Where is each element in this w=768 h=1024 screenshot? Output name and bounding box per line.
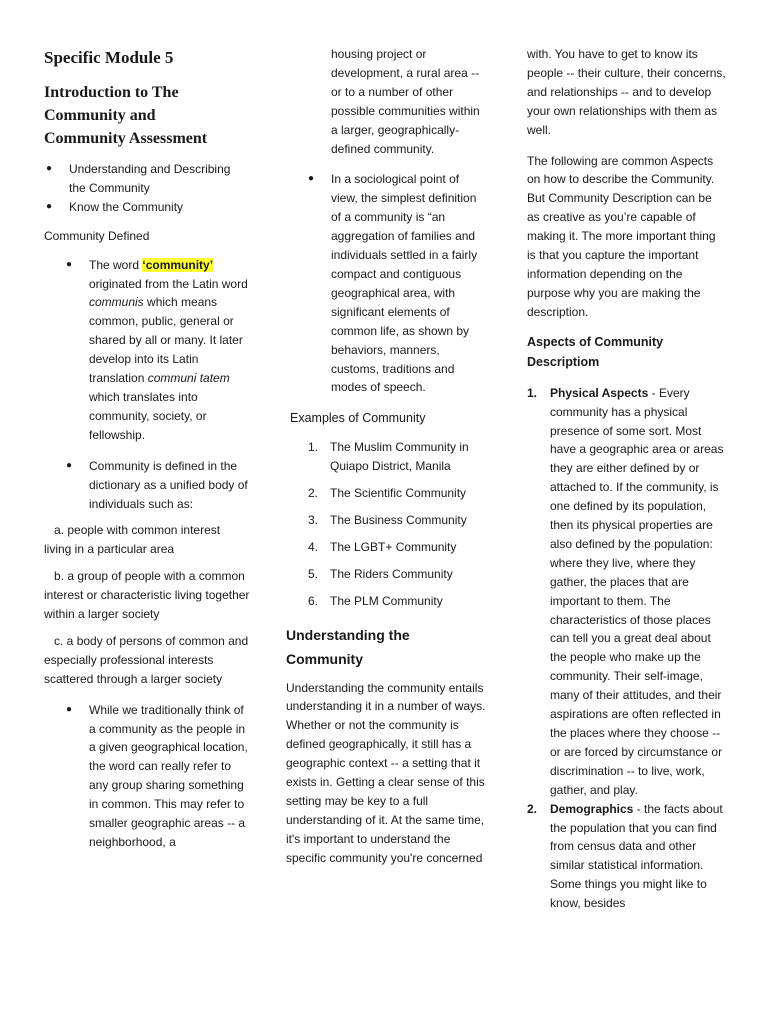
community-defined-heading: Community Defined <box>44 228 150 243</box>
definition-a: a. people with common interest living in a particular area <box>44 523 224 557</box>
aspect-item: 1. Physical Aspects - Every community has a physical presence of some sort. Most have a geographic area or areas they are either defined by or attached to. If the community, is one defined by its population, then its physical properties are also defined by the population: where they live, where they gather, the places that are important to them. The characteristics of those places can tell you a great deal about the people who make up the community. Their self-image, many of their attitudes, and their aspirations are often reflected in the places where they choose -- or are forced by circumstance or discrimination -- to live, work, gather, and play. <box>527 385 724 797</box>
bullet-icon: ● <box>66 703 73 715</box>
continued-paragraph: housing project or development, a rural area -- or to a number of other possible communities within a larger, geographically-defined community. <box>331 47 480 156</box>
following-paragraph: The following are common Aspects on how to describe the Community. But Community Description can be as creative as you’re capable of making it. The more important thing is that you capture the important information depending on the purpose why you are making the description. <box>527 153 716 319</box>
title-line: Community and <box>44 107 156 124</box>
bullet-item: ● The word ‘community’ originated from the Latin word communis which means common, public, general or shared by all or many. It later develop into its Latin translation communi tatem which translates into community, society, or fellowship. <box>44 256 250 445</box>
example-item: 6. The PLM Community <box>308 593 443 608</box>
example-item: 1. The Muslim Community in Quiapo District, Manila <box>308 440 469 474</box>
bullet-item: ● In a sociological point of view, the simplest definition of a community is “an aggregation of families and individuals settled in a fairly compact and contiguous geographical area, with significant elements of common life, as shown by behaviors, manners, customs, traditions and modes of speech. <box>286 170 486 397</box>
bullet-icon: ● <box>66 459 73 471</box>
bullet-item: ● Community is defined in the dictionary as a unified body of individuals such as: <box>44 457 250 514</box>
aspects-heading: Aspects of Community Descriptiom <box>527 334 664 369</box>
bullet-icon: ● <box>46 200 53 212</box>
highlighted-term: ‘community’ <box>142 257 214 272</box>
column-3 <box>527 45 727 913</box>
bullet-icon: ● <box>46 163 53 174</box>
column-2 <box>286 45 486 868</box>
definition-c: c. a body of persons of common and especially professional interests scattered through a larger society <box>44 633 252 686</box>
understanding-paragraph: Understanding the community entails understanding it in a number of ways. Whether or not the community is defined geographically, it still has a geographic context -- a setting that it exists in. Getting a clear sense of this setting may be key to a full understanding of it. At the same time, it's important to understand the specific community you're concerned <box>286 680 486 865</box>
examples-heading: Examples of Community <box>290 411 426 426</box>
example-item: 5. The Riders Community <box>308 566 453 581</box>
example-item: 4. The LGBT+ Community <box>308 539 457 554</box>
definition-b: b. a group of people with a common interest or characteristic living together within a larger society <box>44 569 253 622</box>
bullet-icon: ● <box>308 173 315 185</box>
continued-paragraph: with. You have to get to know its people -- their culture, their concerns, and relationships -- and to develop your own relationships with them as well. <box>527 47 726 137</box>
document-title <box>44 81 250 150</box>
title-line: Community Assessment <box>44 130 208 147</box>
bullet-item: ● While we traditionally think of a community as the people in a given geographical location, the word can really refer to any group sharing something in common. This may refer to smaller geographic areas -- a neighborhood, a <box>44 701 250 852</box>
understanding-heading: Understanding the Community <box>286 626 410 667</box>
title-line: Introduction to The <box>44 84 179 101</box>
aspect-item: 2. Demographics - the facts about the population that you can find from census data and other similar statistical information. Some things you might like to know, besides <box>527 801 723 911</box>
column-1 <box>44 44 253 852</box>
bullet-icon: ● <box>66 258 73 270</box>
module-title: Specific Module 5 <box>44 48 174 67</box>
bullet-item: ● Understanding and Describing the Community <box>44 160 250 198</box>
example-item: 3. The Business Community <box>308 512 467 527</box>
bullet-item: ● Know the Community <box>44 198 250 217</box>
example-item: 2. The Scientific Community <box>308 486 467 501</box>
